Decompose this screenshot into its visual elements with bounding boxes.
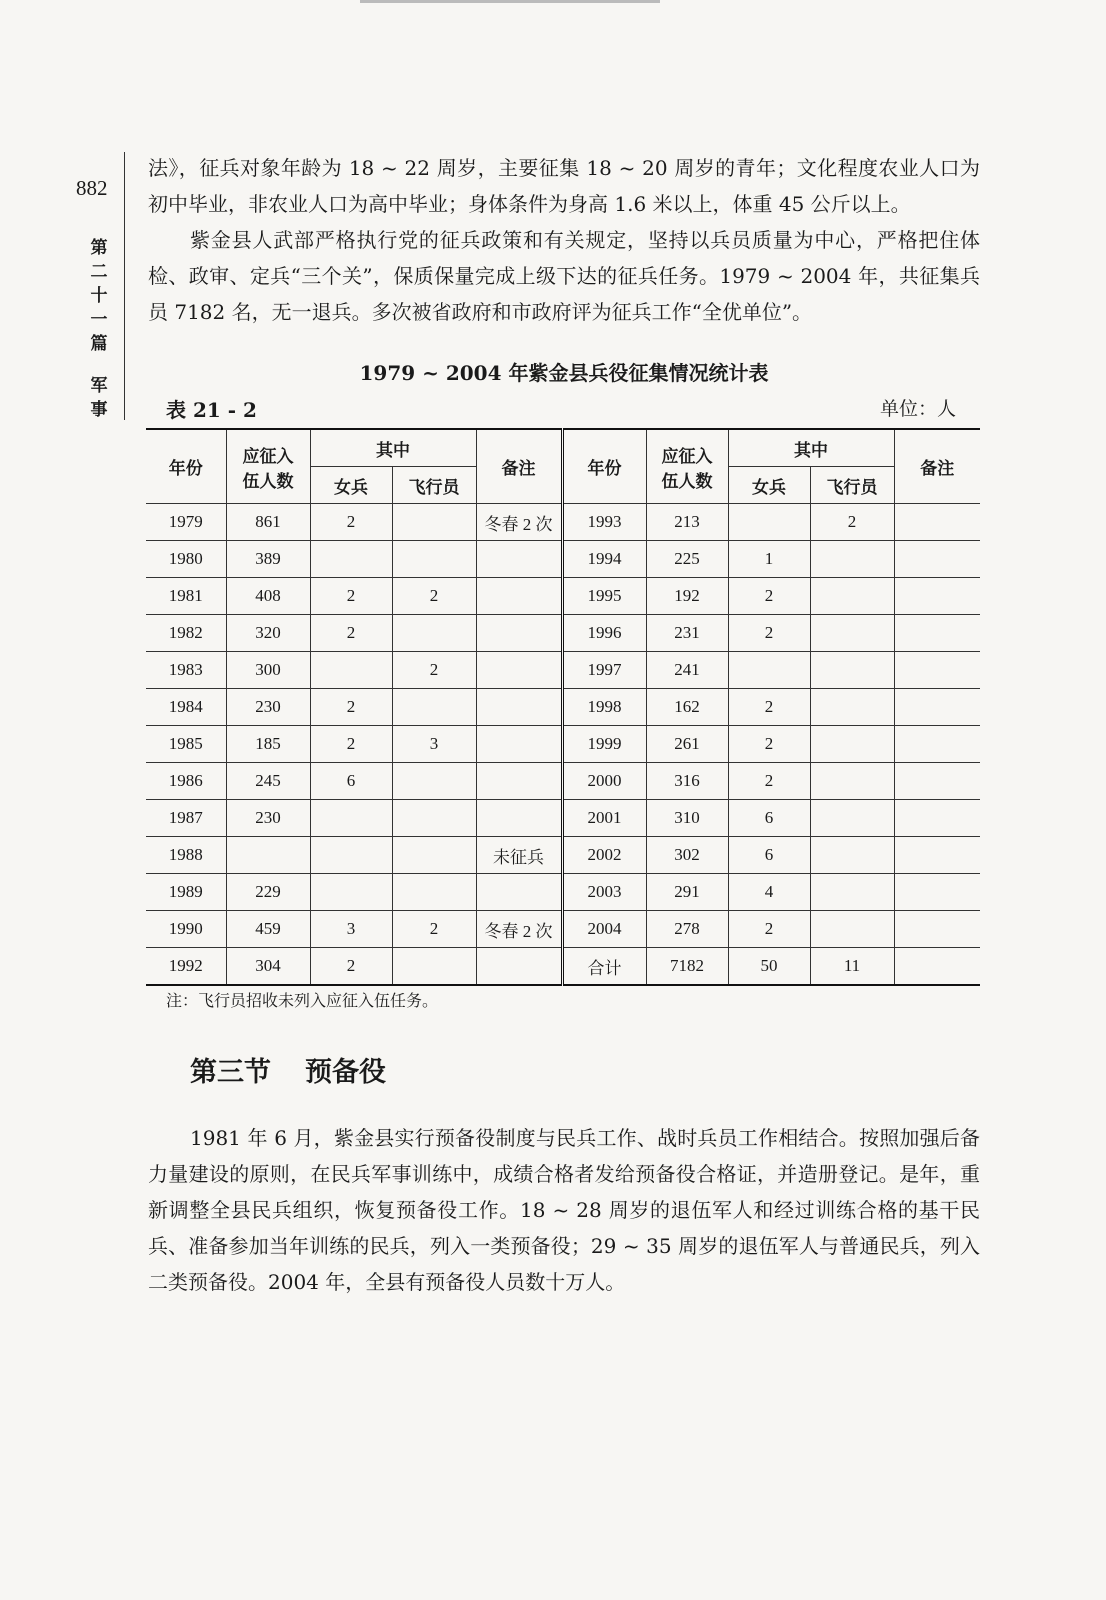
table-row	[146, 800, 980, 837]
table-cell	[476, 689, 562, 726]
table-cell: 2	[310, 504, 392, 541]
table-cell: 304	[226, 948, 310, 986]
table-cell: 3	[310, 911, 392, 948]
table-cell: 2	[392, 578, 476, 615]
table-cell: 2	[392, 652, 476, 689]
table-cell: 2	[392, 911, 476, 948]
header-pilot: 飞行员	[392, 467, 476, 504]
table-cell: 1981	[146, 578, 226, 615]
table-cell	[810, 652, 894, 689]
table-cell: 2	[310, 689, 392, 726]
table-cell: 2	[810, 504, 894, 541]
table-cell: 1979	[146, 504, 226, 541]
table-cell	[894, 578, 980, 615]
table-cell	[810, 874, 894, 911]
table-cell: 合计	[562, 948, 646, 986]
table-body	[146, 504, 980, 986]
header-pilot: 飞行员	[810, 467, 894, 504]
table-cell	[476, 615, 562, 652]
table-cell	[894, 763, 980, 800]
table-cell	[810, 837, 894, 874]
table-cell	[392, 541, 476, 578]
table-cell: 861	[226, 504, 310, 541]
table-row	[146, 689, 980, 726]
header-female: 女兵	[728, 467, 810, 504]
table-cell	[392, 800, 476, 837]
chapter-char: 十	[90, 286, 108, 306]
table-row	[146, 837, 980, 874]
table-cell	[894, 689, 980, 726]
table-cell: 7182	[646, 948, 728, 986]
table-row	[146, 911, 980, 948]
table-cell: 213	[646, 504, 728, 541]
table-cell: 291	[646, 874, 728, 911]
table-cell: 2004	[562, 911, 646, 948]
table-cell	[810, 689, 894, 726]
table-cell: 320	[226, 615, 310, 652]
table-cell: 冬春 2 次	[476, 504, 562, 541]
table-row	[146, 652, 980, 689]
section-title: 预备役	[305, 1057, 386, 1088]
table-cell: 225	[646, 541, 728, 578]
table-cell	[392, 615, 476, 652]
table-cell	[476, 874, 562, 911]
table-cell: 231	[646, 615, 728, 652]
section-heading	[190, 1050, 386, 1089]
table-cell	[310, 541, 392, 578]
margin-rule	[124, 152, 125, 420]
table-cell	[728, 652, 810, 689]
table-cell	[310, 874, 392, 911]
table-cell: 230	[226, 800, 310, 837]
table-cell: 2	[728, 763, 810, 800]
header-year: 年份	[146, 429, 226, 504]
table-cell	[894, 504, 980, 541]
table-cell: 278	[646, 911, 728, 948]
table-cell: 459	[226, 911, 310, 948]
table-row	[146, 578, 980, 615]
table-cell: 2000	[562, 763, 646, 800]
table-cell	[728, 504, 810, 541]
table-cell: 1	[728, 541, 810, 578]
table-cell: 2002	[562, 837, 646, 874]
table-cell: 2	[728, 726, 810, 763]
table-cell: 389	[226, 541, 310, 578]
chapter-char: 事	[90, 400, 108, 420]
table-cell: 2	[728, 615, 810, 652]
table-cell: 1986	[146, 763, 226, 800]
table-cell	[476, 763, 562, 800]
chapter-char: 篇	[90, 334, 108, 354]
table-cell	[810, 541, 894, 578]
table-cell: 1984	[146, 689, 226, 726]
table-cell: 2	[728, 689, 810, 726]
header-quota: 应征入 伍人数	[646, 429, 728, 504]
table-cell	[392, 504, 476, 541]
table-cell: 230	[226, 689, 310, 726]
table-cell: 1987	[146, 800, 226, 837]
table-cell: 1995	[562, 578, 646, 615]
section-number: 第三节	[190, 1057, 271, 1088]
table-cell	[310, 837, 392, 874]
paragraph-reserve: 1981 年 6 月，紫金县实行预备役制度与民兵工作、战时兵员工作相结合。按照加强后备力量建设的原则，在民兵军事训练中，成绩合格者发给预备役合格证，并造册登记。是年，重新调整全县民兵组织，恢复预备役工作。18 ~ 28 周岁的退伍军人和经过训练合格的基干民兵、准备参加当年训练的民兵，列入一类预备役；29 ~ 35 周岁的退伍军人与普通民兵，列入二类预备役。2004 年，全县有预备役人员数十万人。	[148, 1126, 980, 1294]
table-cell: 245	[226, 763, 310, 800]
table-cell: 1999	[562, 726, 646, 763]
table-cell	[310, 800, 392, 837]
table-cell: 1993	[562, 504, 646, 541]
table-cell	[810, 615, 894, 652]
chapter-char: 二	[90, 262, 108, 282]
header-remark: 备注	[894, 429, 980, 504]
table-row	[146, 541, 980, 578]
table-cell	[476, 948, 562, 986]
table-cell	[392, 874, 476, 911]
table-cell	[810, 763, 894, 800]
table-cell: 2003	[562, 874, 646, 911]
table-cell: 1996	[562, 615, 646, 652]
chapter-char: 一	[90, 310, 108, 330]
table-cell: 316	[646, 763, 728, 800]
paragraph-recruitment: 紫金县人武部严格执行党的征兵政策和有关规定，坚持以兵员质量为中心，严格把住体检、政审、定兵“三个关”，保质保量完成上级下达的征兵任务。1979 ~ 2004 年，共征集兵员 7182 名，无一退兵。多次被省政府和市政府评为征兵工作“全优单位”。	[148, 228, 980, 324]
table-cell	[894, 948, 980, 986]
header-quota: 应征入 伍人数	[226, 429, 310, 504]
table-cell: 2	[310, 578, 392, 615]
chapter-char: 第	[90, 238, 108, 258]
table-cell: 2	[728, 911, 810, 948]
table-unit: 单位：人	[879, 398, 956, 420]
table-cell: 50	[728, 948, 810, 986]
paragraph-continued: 法》，征兵对象年龄为 18 ~ 22 周岁，主要征集 18 ~ 20 周岁的青年；文化程度农业人口为初中毕业，非农业人口为高中毕业；身体条件为身高 1.6 米以上，体重 45 公斤以上。	[148, 156, 980, 216]
table-cell: 3	[392, 726, 476, 763]
table-cell	[810, 726, 894, 763]
header-year: 年份	[562, 429, 646, 504]
table-cell: 2	[728, 578, 810, 615]
table-cell: 6	[728, 800, 810, 837]
table-cell: 2	[310, 615, 392, 652]
table-cell: 310	[646, 800, 728, 837]
table-cell	[476, 726, 562, 763]
table-cell	[894, 911, 980, 948]
table-cell: 408	[226, 578, 310, 615]
table-cell	[894, 726, 980, 763]
table-cell	[894, 800, 980, 837]
table-cell	[810, 800, 894, 837]
table-cell: 300	[226, 652, 310, 689]
table-cell	[894, 541, 980, 578]
table-cell	[226, 837, 310, 874]
table-cell	[894, 874, 980, 911]
table-cell: 11	[810, 948, 894, 986]
table-cell: 1983	[146, 652, 226, 689]
table-cell	[392, 689, 476, 726]
table-cell: 未征兵	[476, 837, 562, 874]
chapter-label	[87, 236, 111, 422]
table-cell: 302	[646, 837, 728, 874]
table-cell	[392, 948, 476, 986]
table-cell	[894, 615, 980, 652]
header-of-which: 其中	[728, 429, 894, 467]
chapter-gap	[87, 356, 111, 374]
table-cell: 162	[646, 689, 728, 726]
table-cell: 1992	[146, 948, 226, 986]
chapter-char: 军	[90, 376, 108, 396]
table-row	[146, 874, 980, 911]
table-cell	[476, 652, 562, 689]
header-of-which: 其中	[310, 429, 476, 467]
table-number: 表 21 - 2	[166, 398, 257, 422]
table-cell	[310, 652, 392, 689]
table-cell: 1998	[562, 689, 646, 726]
table-cell: 1997	[562, 652, 646, 689]
table-cell: 1994	[562, 541, 646, 578]
table-cell: 241	[646, 652, 728, 689]
table-cell: 6	[310, 763, 392, 800]
table-title: 1979 ~ 2004 年紫金县兵役征集情况统计表	[359, 361, 769, 385]
table-cell: 2001	[562, 800, 646, 837]
table-cell: 6	[728, 837, 810, 874]
table-cell: 1988	[146, 837, 226, 874]
table-note: 注：飞行员招收未列入应征入伍任务。	[166, 991, 439, 1010]
table-row	[146, 763, 980, 800]
table-cell: 冬春 2 次	[476, 911, 562, 948]
table-cell: 1990	[146, 911, 226, 948]
table-cell: 185	[226, 726, 310, 763]
page-number: 882	[76, 176, 108, 200]
table-cell	[476, 800, 562, 837]
table-cell	[392, 763, 476, 800]
table-cell	[476, 578, 562, 615]
header-remark: 备注	[476, 429, 562, 504]
table-row	[146, 726, 980, 763]
table-cell: 1989	[146, 874, 226, 911]
table-cell: 192	[646, 578, 728, 615]
table-row	[146, 948, 980, 986]
table-cell: 2	[310, 726, 392, 763]
table-cell: 1982	[146, 615, 226, 652]
table-cell: 261	[646, 726, 728, 763]
table-cell: 2	[310, 948, 392, 986]
table-cell	[810, 911, 894, 948]
table-cell	[392, 837, 476, 874]
table-cell: 1980	[146, 541, 226, 578]
table-cell	[810, 578, 894, 615]
table-row	[146, 504, 980, 541]
recruitment-table	[146, 428, 980, 986]
table-row	[146, 615, 980, 652]
table-cell: 4	[728, 874, 810, 911]
table-cell: 1985	[146, 726, 226, 763]
header-female: 女兵	[310, 467, 392, 504]
table-cell	[476, 541, 562, 578]
table-cell: 229	[226, 874, 310, 911]
table-cell	[894, 652, 980, 689]
scan-top-edge	[360, 0, 660, 3]
table-cell	[894, 837, 980, 874]
